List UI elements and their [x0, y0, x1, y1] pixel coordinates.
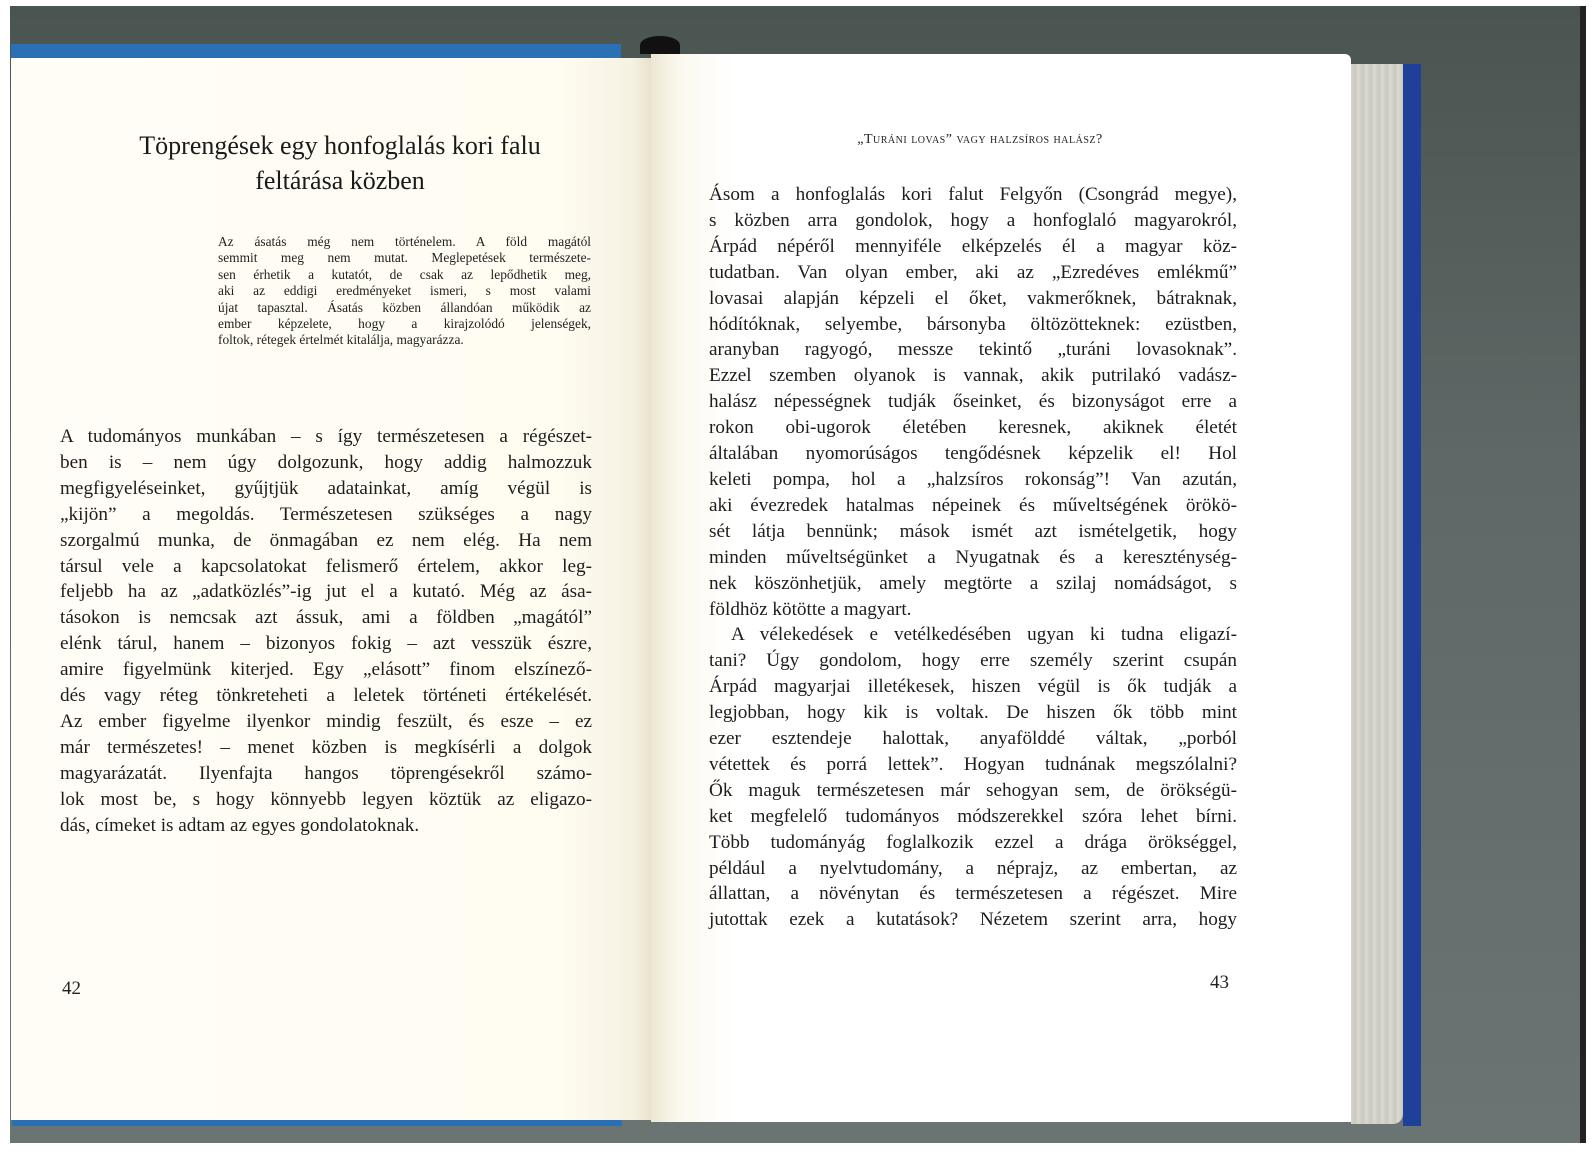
text-line: földhöz kötötte a magyart.	[709, 598, 912, 620]
text-line: megfigyeléseinket, gyűjtjük adatainkat, amíg végül is	[60, 477, 592, 499]
text-line: vétettek és porrá lettek”. Hogyan tudnának megszólalni?	[709, 753, 1237, 775]
text-line: ezer esztendeje halottak, anyafölddé váltak, „porból	[709, 728, 1237, 750]
text-line: Több tudományág foglalkozik ezzel a drága örökséggel,	[709, 831, 1237, 853]
epigraph-line: Az ásatás még nem történelem. A föld magától	[218, 234, 591, 249]
text-line: halász népességnek tudják őseinket, és bizonyságot erre a	[709, 391, 1237, 413]
right-body-text	[709, 182, 1237, 933]
text-line: minden műveltségünket a Nyugatnak és a kereszténység-	[709, 546, 1237, 568]
book-fore-edge	[1351, 64, 1403, 1124]
epigraph-line: újat tapasztal. Ásatás közben állandóan működik az	[218, 299, 591, 315]
book-cover-edge-top	[11, 44, 621, 58]
text-line: állattan, a növénytan és természetesen a régészet. Mire	[709, 883, 1237, 905]
text-line: amire figyelmünk kiterjed. Egy „elásott” finom elszínező-	[60, 659, 592, 681]
text-line: rokon obi-ugorok életében keresnek, akiknek életét	[709, 417, 1237, 439]
epigraph-line: semmit meg nem mutat. Meglepetések természete-	[218, 250, 591, 266]
running-head: „Turáni lovas” vagy halzsíros halász?	[857, 132, 1103, 147]
text-line: aki évezredek hatalmas népeinek és műveltségének örökö-	[709, 494, 1237, 516]
page-number-left: 42	[62, 978, 81, 999]
text-line: A tudományos munkában – s így természetesen a régészet-	[60, 426, 592, 447]
bookmark-ribbon	[640, 36, 680, 54]
text-line: magyarázatát. Ilyenfajta hangos töprengésekről számo-	[60, 762, 592, 784]
text-line: lovasai alapján képzeli el őket, vakmerőknek, bátraknak,	[709, 287, 1237, 309]
text-line: Ezzel szemben olyanok is vannak, akik putrilakó vadász-	[709, 365, 1237, 387]
text-line: dás, címeket is adtam az egyes gondolatoknak.	[60, 814, 420, 836]
epigraph-line: sen érhetik a kutatót, de csak az lepődhetik meg,	[218, 266, 591, 282]
text-line: keleti pompa, hol a „halzsíros rokonság”! Van azután,	[709, 468, 1237, 490]
text-line: s közben arra gondolok, hogy a honfoglaló magyarokról,	[709, 209, 1237, 231]
chapter-title-line: feltárása közben	[255, 166, 425, 195]
book-cover-edge-bottom	[12, 1120, 622, 1126]
text-line: jutottak ezek a kutatások? Nézetem szerint arra, hogy	[709, 909, 1237, 931]
text-line: nek köszönhetjük, amely megtörte a szilaj nomádságot, s	[709, 572, 1237, 594]
text-line: Ásom a honfoglalás kori falut Felgyőn (Csongrád megye),	[709, 184, 1237, 205]
text-line: aranyban ragyogó, messze tekintő „turáni lovasoknak”.	[709, 339, 1237, 361]
text-line: lok most be, s hogy könnyebb legyen köztük az eligazo-	[60, 788, 592, 810]
text-line: Árpád népéről mennyiféle elképzelés él a magyar köz-	[709, 235, 1237, 257]
page-number-right: 43	[1210, 972, 1229, 993]
text-line: dés vagy réteg tönkreteheti a leletek történeti értékelését.	[60, 685, 592, 707]
text-line: társul vele a kapcsolatokat felismerő értelem, akkor leg-	[60, 555, 592, 577]
text-line: már természetes! – menet közben is megkísérli a dolgok	[60, 736, 592, 758]
text-line: például a nyelvtudomány, a néprajz, az embertan, az	[709, 857, 1237, 879]
text-line: legjobban, hogy kik is voltak. De hiszen ők több mint	[709, 702, 1237, 724]
text-line: feljebb ha az „adatközlés”-ig jut el a kutató. Még az ása-	[60, 581, 592, 603]
text-line: hódítóknak, selyembe, bársonyba öltözötteknek: ezüstben,	[709, 313, 1237, 335]
epigraph-line: ember képzelete, hogy a kirajzolódó jelenségek,	[218, 316, 591, 332]
text-line: tudatban. Van olyan ember, aki az „Ezredéves emlékmű”	[709, 261, 1237, 283]
book-cover-edge-right	[1403, 64, 1421, 1126]
epigraph-line: aki az eddigi eredményeket ismeri, s most valami	[218, 283, 591, 299]
text-line: Az ember figyelme ilyenkor mindig feszült, és esze – ez	[60, 710, 592, 732]
text-line: A vélekedések e vetélkedésében ugyan ki tudna eligazí-	[731, 624, 1237, 646]
text-line: „kijön” a megoldás. Természetesen szükséges a nagy	[60, 503, 592, 525]
text-line: ben is – nem úgy dolgozunk, hogy addig halmozzuk	[60, 451, 592, 473]
text-line: szorgalmú munka, de önmagában ez nem elég. Ha nem	[60, 529, 592, 551]
scan-edge-shadow	[1580, 6, 1586, 1143]
text-line: Ők maguk természetesen már sehogyan sem, de örökségü-	[709, 779, 1237, 801]
chapter-title	[100, 128, 580, 198]
text-line: ket megfelelő tudományos módszerekkel szóra lehet bírni.	[709, 805, 1237, 827]
chapter-title-line: Töprengések egy honfoglalás kori falu	[139, 131, 541, 160]
left-body-text	[60, 424, 592, 839]
text-line: tásokon is nemcsak azt ássuk, ami a földben „magától”	[60, 607, 592, 629]
text-line: sét látja bennünk; mások ismét azt ismételgetik, hogy	[709, 520, 1237, 542]
epigraph	[218, 234, 591, 349]
epigraph-line: foltok, rétegek értelmét kitalálja, magyarázza.	[218, 332, 464, 348]
text-line: általában nyomorúságos tengődésnek képzelik el! Hol	[709, 443, 1237, 465]
text-line: elénk tárul, hanem – bizonyos fokig – azt vesszük észre,	[60, 633, 592, 655]
text-line: tani? Úgy gondolom, hogy erre személy szerint csupán	[709, 650, 1237, 672]
text-line: Árpád magyarjai illetékesek, hiszen végül is ők tudják a	[709, 676, 1237, 698]
